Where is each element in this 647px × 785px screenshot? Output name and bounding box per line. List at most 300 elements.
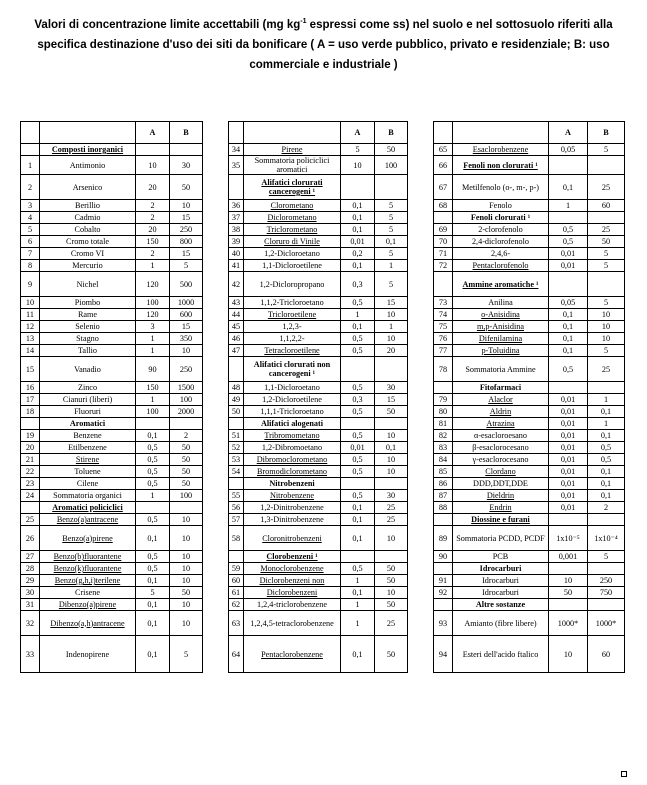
value-a: 10 (549, 575, 588, 587)
value-a: 0,5 (549, 236, 588, 248)
value-a: 2 (136, 248, 170, 260)
row-number: 71 (434, 248, 453, 260)
substance-name: Cadmio (40, 212, 136, 224)
column-gap (408, 156, 434, 175)
substance-name: Tallio (40, 345, 136, 357)
value-b (588, 514, 625, 526)
value-b: 5 (588, 260, 625, 272)
row-number: 86 (434, 478, 453, 490)
row-number: 35 (229, 156, 244, 175)
value-b: 50 (170, 466, 203, 478)
column-header-b: B (375, 122, 408, 144)
substance-name: Aromatici policiclici (40, 502, 136, 514)
row-number: 91 (434, 575, 453, 587)
value-b (170, 502, 203, 514)
value-b (588, 272, 625, 297)
row-number: 84 (434, 454, 453, 466)
value-b: 2000 (170, 406, 203, 418)
substance-name (453, 122, 549, 144)
substance-name: o-Anisidina (453, 309, 549, 321)
value-a: 0,1 (341, 587, 375, 599)
substance-name: 2,4-diclorofenolo (453, 236, 549, 248)
value-a: 1 (341, 309, 375, 321)
value-a: 50 (549, 587, 588, 599)
column-gap (408, 636, 434, 673)
value-b: 10 (588, 321, 625, 333)
row-number: 40 (229, 248, 244, 260)
column-gap (408, 514, 434, 526)
value-a: 0,01 (549, 502, 588, 514)
value-b: 1000 (170, 297, 203, 309)
substance-name: 1,1,2-Tricloroetano (244, 297, 341, 309)
row-number: 13 (21, 333, 40, 345)
value-a: 0,1 (136, 526, 170, 551)
value-a: 0,1 (341, 636, 375, 673)
column-gap (203, 526, 229, 551)
substance-name: 1,1,2,2- (244, 333, 341, 345)
column-gap (203, 551, 229, 563)
row-number: 93 (434, 611, 453, 636)
value-a: 0,1 (136, 636, 170, 673)
value-b: 10 (375, 526, 408, 551)
row-number: 70 (434, 236, 453, 248)
row-number: 77 (434, 345, 453, 357)
table-row (21, 175, 625, 200)
value-b (588, 563, 625, 575)
value-b: 5 (588, 345, 625, 357)
row-number: 94 (434, 636, 453, 673)
substance-name: Alifatici clorurati cancerogeni ¹ (244, 175, 341, 200)
row-number: 14 (21, 345, 40, 357)
column-gap (408, 345, 434, 357)
column-gap (408, 200, 434, 212)
substance-name: Dibenzo(a)pirene (40, 599, 136, 611)
substance-name: Benzo(a)pirene (40, 526, 136, 551)
value-b (375, 418, 408, 430)
row-number: 83 (434, 442, 453, 454)
column-gap (203, 175, 229, 200)
row-number (229, 478, 244, 490)
value-b (588, 212, 625, 224)
value-b (170, 144, 203, 156)
value-a: 0,1 (136, 611, 170, 636)
column-gap (203, 490, 229, 502)
substance-name: Ammine aromatiche ¹ (453, 272, 549, 297)
value-a: 0,5 (341, 466, 375, 478)
value-b: 25 (375, 502, 408, 514)
substance-name: Idrocarburi (453, 587, 549, 599)
value-b: 25 (588, 224, 625, 236)
table-row (21, 321, 625, 333)
table-row (21, 122, 625, 144)
table-row (21, 236, 625, 248)
value-b: 5 (588, 248, 625, 260)
substance-name: 1,2-Dicloroetilene (244, 394, 341, 406)
row-number: 17 (21, 394, 40, 406)
end-of-table-marker (621, 771, 627, 777)
column-gap (203, 333, 229, 345)
row-number: 37 (229, 212, 244, 224)
row-number: 89 (434, 526, 453, 551)
row-number: 58 (229, 526, 244, 551)
value-b: 5 (375, 272, 408, 297)
table-row (21, 526, 625, 551)
value-b: 5 (375, 224, 408, 236)
column-gap (203, 272, 229, 297)
column-gap (408, 297, 434, 309)
value-b: 25 (375, 611, 408, 636)
value-b: 10 (170, 563, 203, 575)
value-a: 0,1 (341, 260, 375, 272)
document-title (0, 12, 647, 75)
row-number: 6 (21, 236, 40, 248)
value-b: 50 (375, 599, 408, 611)
table-row (21, 156, 625, 175)
substance-name: 1,2,4,5-tetraclorobenzene (244, 611, 341, 636)
value-a: 1 (341, 575, 375, 587)
value-b: 60 (588, 636, 625, 673)
row-number: 1 (21, 156, 40, 175)
value-b: 25 (588, 357, 625, 382)
title-line-2: specifica destinazione d'uso dei siti da bonificare ( A = uso verde pubblico, privato e residenziale; B: uso (37, 38, 610, 51)
value-a (341, 175, 375, 200)
row-number: 38 (229, 224, 244, 236)
value-a: 0,1 (549, 345, 588, 357)
column-header-a: A (549, 122, 588, 144)
column-gap (203, 502, 229, 514)
row-number (21, 502, 40, 514)
value-a (549, 212, 588, 224)
row-number: 25 (21, 514, 40, 526)
row-number: 22 (21, 466, 40, 478)
value-b: 0,5 (588, 442, 625, 454)
table-row (21, 502, 625, 514)
row-number: 63 (229, 611, 244, 636)
value-a: 100 (136, 406, 170, 418)
value-a: 0,3 (341, 394, 375, 406)
substance-name: Dibenzo(a,h)antracene (40, 611, 136, 636)
row-number: 81 (434, 418, 453, 430)
value-b: 250 (170, 224, 203, 236)
value-a: 1 (549, 200, 588, 212)
row-number: 8 (21, 260, 40, 272)
row-number: 55 (229, 490, 244, 502)
column-gap (203, 418, 229, 430)
value-b: 50 (170, 442, 203, 454)
value-b: 10 (170, 599, 203, 611)
value-b: 50 (375, 575, 408, 587)
value-b (588, 156, 625, 175)
value-a: 0,1 (341, 200, 375, 212)
column-gap (408, 430, 434, 442)
row-number: 73 (434, 297, 453, 309)
substance-name: Tribromometano (244, 430, 341, 442)
substance-name: Arsenico (40, 175, 136, 200)
value-a: 0,5 (549, 357, 588, 382)
value-a: 0,1 (136, 599, 170, 611)
row-number (229, 357, 244, 382)
substance-name: Clordano (453, 466, 549, 478)
substance-name: Alaclor (453, 394, 549, 406)
row-number: 61 (229, 587, 244, 599)
column-gap (203, 321, 229, 333)
value-a: 5 (341, 144, 375, 156)
value-a: 0,001 (549, 551, 588, 563)
table-row (21, 297, 625, 309)
row-number: 41 (229, 260, 244, 272)
value-b: 50 (375, 563, 408, 575)
substance-name: m,p-Anisidina (453, 321, 549, 333)
value-a: 0,1 (549, 175, 588, 200)
value-a: 1 (341, 611, 375, 636)
substance-name: Bromodiclorometano (244, 466, 341, 478)
value-a: 0,01 (549, 406, 588, 418)
substance-name: Difenilamina (453, 333, 549, 345)
row-number: 66 (434, 156, 453, 175)
substance-name: Cloruro di Vinile (244, 236, 341, 248)
row-number: 72 (434, 260, 453, 272)
value-a (549, 272, 588, 297)
value-b: 2 (588, 502, 625, 514)
value-b: 15 (375, 297, 408, 309)
substance-name: Sommatoria PCDD, PCDF (453, 526, 549, 551)
row-number: 78 (434, 357, 453, 382)
column-gap (203, 636, 229, 673)
value-a: 0,5 (549, 224, 588, 236)
row-number: 51 (229, 430, 244, 442)
value-a: 0,5 (341, 345, 375, 357)
row-number (434, 272, 453, 297)
row-number: 15 (21, 357, 40, 382)
value-a (136, 502, 170, 514)
value-a: 0,01 (549, 454, 588, 466)
value-a: 0,01 (549, 248, 588, 260)
value-a: 0,1 (341, 514, 375, 526)
table-row (21, 563, 625, 575)
value-b: 10 (375, 309, 408, 321)
value-b: 0,1 (588, 406, 625, 418)
value-b: 20 (375, 345, 408, 357)
value-b: 1 (375, 260, 408, 272)
column-gap (203, 248, 229, 260)
substance-name: Altre sostanze (453, 599, 549, 611)
row-number: 45 (229, 321, 244, 333)
value-b: 2 (170, 430, 203, 442)
column-gap (408, 587, 434, 599)
row-number: 67 (434, 175, 453, 200)
substance-name: Mercurio (40, 260, 136, 272)
column-gap (408, 490, 434, 502)
value-b: 5 (588, 551, 625, 563)
column-gap (408, 599, 434, 611)
substance-name: Stagno (40, 333, 136, 345)
column-gap (203, 212, 229, 224)
substance-name: Alifatici clorurati non cancerogeni ¹ (244, 357, 341, 382)
row-number: 79 (434, 394, 453, 406)
table-row (21, 587, 625, 599)
column-gap (203, 260, 229, 272)
value-a: 0,1 (341, 224, 375, 236)
value-b: 30 (170, 156, 203, 175)
row-number: 44 (229, 309, 244, 321)
row-number: 2 (21, 175, 40, 200)
column-gap (408, 454, 434, 466)
table-row (21, 212, 625, 224)
substance-name: Pirene (244, 144, 341, 156)
table-row (21, 224, 625, 236)
value-b: 50 (375, 636, 408, 673)
value-b: 0,5 (588, 454, 625, 466)
value-a: 0,5 (341, 490, 375, 502)
value-a: 0,5 (341, 430, 375, 442)
value-b: 800 (170, 236, 203, 248)
row-number: 36 (229, 200, 244, 212)
column-gap (203, 514, 229, 526)
value-b (375, 551, 408, 563)
substance-name: Idrocarburi (453, 563, 549, 575)
value-a (136, 418, 170, 430)
value-a: 20 (136, 224, 170, 236)
value-a: 0,5 (136, 563, 170, 575)
column-gap (203, 200, 229, 212)
value-b: 10 (170, 611, 203, 636)
substance-name: α-esacloroesano (453, 430, 549, 442)
row-number: 80 (434, 406, 453, 418)
value-a: 2 (136, 200, 170, 212)
row-number: 48 (229, 382, 244, 394)
value-a: 0,5 (136, 514, 170, 526)
column-gap (408, 175, 434, 200)
value-b: 10 (375, 587, 408, 599)
value-b: 50 (588, 236, 625, 248)
substance-name: Alifatici alogenati (244, 418, 341, 430)
value-a: 0,5 (341, 382, 375, 394)
column-header-a: A (136, 122, 170, 144)
row-number: 92 (434, 587, 453, 599)
row-number: 31 (21, 599, 40, 611)
substance-name: Tricloroetilene (244, 309, 341, 321)
value-b: 15 (170, 248, 203, 260)
value-a: 1 (136, 394, 170, 406)
substance-name: β-esaclorocesano (453, 442, 549, 454)
value-b: 1 (588, 394, 625, 406)
substance-name: Pentaclorobenzene (244, 636, 341, 673)
value-b: 1x10⁻⁴ (588, 526, 625, 551)
column-gap (203, 563, 229, 575)
table-row (21, 551, 625, 563)
value-b: 0,1 (588, 478, 625, 490)
row-number: 10 (21, 297, 40, 309)
value-b: 5 (588, 144, 625, 156)
column-gap (408, 122, 434, 144)
value-b: 30 (375, 382, 408, 394)
column-gap (203, 430, 229, 442)
value-a: 0,01 (549, 490, 588, 502)
column-gap (408, 260, 434, 272)
substance-name: Fenoli clorurati ¹ (453, 212, 549, 224)
table-row (21, 611, 625, 636)
value-b (170, 418, 203, 430)
column-gap (203, 144, 229, 156)
row-number: 87 (434, 490, 453, 502)
table-row (21, 406, 625, 418)
substance-name: Triclorometano (244, 224, 341, 236)
substance-name: Sommatoria organici (40, 490, 136, 502)
row-number (434, 212, 453, 224)
value-a: 0,01 (549, 478, 588, 490)
value-a: 1 (136, 333, 170, 345)
column-gap (203, 611, 229, 636)
value-b: 10 (170, 575, 203, 587)
row-number (434, 563, 453, 575)
value-b (375, 478, 408, 490)
substance-name: Diclorobenzeni non (244, 575, 341, 587)
substance-name: Tetracloroetilene (244, 345, 341, 357)
substance-name: Benzo(g,h,i)terilene (40, 575, 136, 587)
row-number: 85 (434, 466, 453, 478)
column-gap (203, 394, 229, 406)
table-row (21, 575, 625, 587)
row-number: 18 (21, 406, 40, 418)
value-a (549, 382, 588, 394)
value-b: 0,1 (375, 236, 408, 248)
value-b: 5 (375, 200, 408, 212)
value-a: 120 (136, 272, 170, 297)
column-gap (408, 478, 434, 490)
value-b: 1500 (170, 382, 203, 394)
value-a: 0,5 (341, 454, 375, 466)
value-b: 5 (170, 636, 203, 673)
value-b: 100 (375, 156, 408, 175)
column-gap (408, 466, 434, 478)
substance-name: Clorobenzeni ¹ (244, 551, 341, 563)
substance-name: Atrazina (453, 418, 549, 430)
value-b (588, 599, 625, 611)
substance-name (244, 122, 341, 144)
value-b (588, 382, 625, 394)
row-number: 90 (434, 551, 453, 563)
row-number: 21 (21, 454, 40, 466)
value-a: 0,5 (136, 454, 170, 466)
column-gap (408, 526, 434, 551)
row-number: 53 (229, 454, 244, 466)
column-gap (408, 272, 434, 297)
value-a (341, 551, 375, 563)
value-a: 0,05 (549, 144, 588, 156)
value-b: 750 (588, 587, 625, 599)
row-number: 39 (229, 236, 244, 248)
substance-name: Amianto (fibre libere) (453, 611, 549, 636)
table-row (21, 430, 625, 442)
substance-name: Benzo(k)fluorantene (40, 563, 136, 575)
value-b: 100 (170, 490, 203, 502)
table-row (21, 357, 625, 382)
value-b: 10 (170, 526, 203, 551)
substance-name: Stirene (40, 454, 136, 466)
value-a: 0,5 (341, 406, 375, 418)
title-line-3: commerciale e industriale ) (249, 58, 398, 71)
value-b (375, 175, 408, 200)
value-b: 10 (375, 466, 408, 478)
value-b: 30 (375, 490, 408, 502)
substance-name: Zinco (40, 382, 136, 394)
substance-name: Indenopirene (40, 636, 136, 673)
row-number: 57 (229, 514, 244, 526)
substance-name: 1,2,3- (244, 321, 341, 333)
substance-name: PCB (453, 551, 549, 563)
row-number: 26 (21, 526, 40, 551)
value-b: 1 (375, 321, 408, 333)
